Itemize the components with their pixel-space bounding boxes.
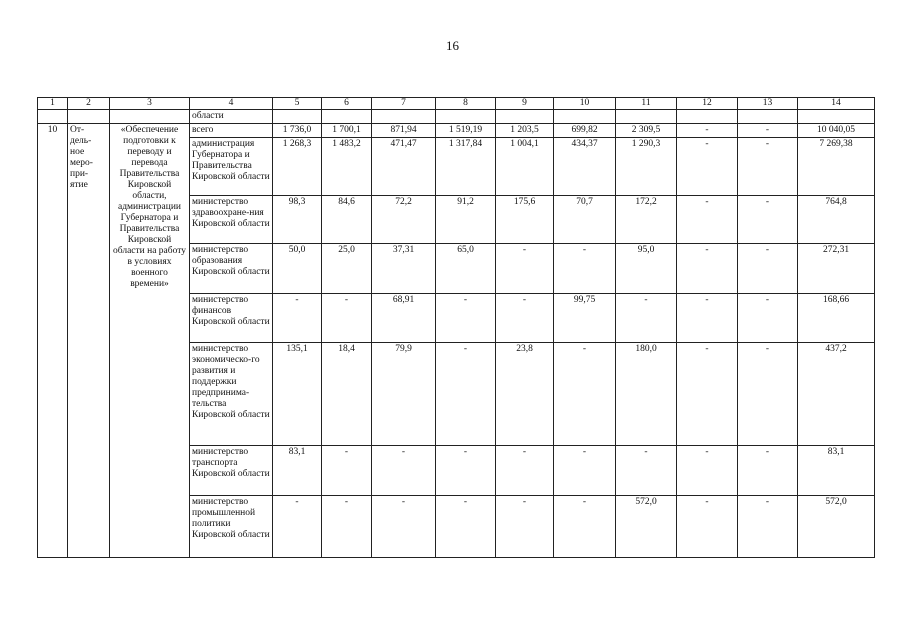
executor-name: министерство финансов Кировской области [190, 294, 273, 343]
value-cell: 434,37 [554, 138, 616, 196]
table-cell [436, 110, 496, 124]
value-cell: - [738, 294, 798, 343]
page-number: 16 [446, 38, 459, 53]
value-cell: 699,82 [554, 124, 616, 138]
executor-name: министерство образования Кировской области [190, 244, 273, 294]
column-number: 12 [677, 98, 738, 110]
value-cell: - [273, 294, 322, 343]
column-number: 2 [68, 98, 110, 110]
value-cell: - [677, 124, 738, 138]
value-cell: 72,2 [372, 196, 436, 244]
executor-name: министерство промышленной политики Кировской области [190, 496, 273, 558]
table-cell [110, 110, 190, 124]
value-cell: 99,75 [554, 294, 616, 343]
column-number: 10 [554, 98, 616, 110]
value-cell: - [738, 496, 798, 558]
executor-name: администрация Губернатора и Правительства Кировской области [190, 138, 273, 196]
value-cell: 18,4 [322, 343, 372, 446]
value-cell: - [436, 343, 496, 446]
value-cell: 65,0 [436, 244, 496, 294]
executor-name: всего [190, 124, 273, 138]
value-cell: 471,47 [372, 138, 436, 196]
value-cell: 68,91 [372, 294, 436, 343]
column-number: 6 [322, 98, 372, 110]
value-cell: 95,0 [616, 244, 677, 294]
header-row [38, 98, 875, 110]
row-type: От- дель- ное меро- при- ятие [68, 124, 110, 558]
value-cell: 1 317,84 [436, 138, 496, 196]
value-cell: - [372, 496, 436, 558]
value-cell: 84,6 [322, 196, 372, 244]
value-cell: 180,0 [616, 343, 677, 446]
value-cell: 272,31 [798, 244, 875, 294]
column-number: 9 [496, 98, 554, 110]
table-cell [677, 110, 738, 124]
value-cell: 7 269,38 [798, 138, 875, 196]
value-cell: 37,31 [372, 244, 436, 294]
value-cell: - [677, 244, 738, 294]
value-cell: - [554, 343, 616, 446]
value-cell: - [322, 496, 372, 558]
value-cell: 168,66 [798, 294, 875, 343]
column-number: 11 [616, 98, 677, 110]
value-cell: - [677, 138, 738, 196]
column-number: 5 [273, 98, 322, 110]
row-number: 10 [38, 124, 68, 558]
value-cell: 135,1 [273, 343, 322, 446]
value-cell: - [436, 294, 496, 343]
value-cell: 764,8 [798, 196, 875, 244]
column-number: 8 [436, 98, 496, 110]
value-cell: - [677, 496, 738, 558]
table-cell [68, 110, 110, 124]
value-cell: 91,2 [436, 196, 496, 244]
value-cell: - [554, 496, 616, 558]
value-cell: 1 203,5 [496, 124, 554, 138]
value-cell: - [738, 138, 798, 196]
column-number: 14 [798, 98, 875, 110]
value-cell: 1 004,1 [496, 138, 554, 196]
table-cell [798, 110, 875, 124]
value-cell: - [738, 124, 798, 138]
value-cell: - [372, 446, 436, 496]
value-cell: 1 483,2 [322, 138, 372, 196]
value-cell: 1 290,3 [616, 138, 677, 196]
measure-name: «Обеспечение подготовки к переводу и перевода Правительства Кировской области, администрации Губернатора и Правительства Кировской области на работу в условиях военного времени» [110, 124, 190, 558]
value-cell: - [273, 496, 322, 558]
value-cell: 871,94 [372, 124, 436, 138]
value-cell: - [616, 294, 677, 343]
value-cell: 23,8 [496, 343, 554, 446]
value-cell: 79,9 [372, 343, 436, 446]
value-cell: 10 040,05 [798, 124, 875, 138]
value-cell: 1 700,1 [322, 124, 372, 138]
value-cell: - [554, 446, 616, 496]
value-cell: - [496, 294, 554, 343]
continuation-text: области [190, 110, 273, 124]
value-cell: - [738, 244, 798, 294]
column-number: 1 [38, 98, 68, 110]
table-cell [273, 110, 322, 124]
value-cell: - [738, 196, 798, 244]
table-cell [616, 110, 677, 124]
table-cell [738, 110, 798, 124]
table-cell [372, 110, 436, 124]
value-cell: 98,3 [273, 196, 322, 244]
column-number: 13 [738, 98, 798, 110]
value-cell: - [738, 343, 798, 446]
value-cell: - [677, 294, 738, 343]
value-cell: 83,1 [798, 446, 875, 496]
value-cell: 70,7 [554, 196, 616, 244]
value-cell: 1 519,19 [436, 124, 496, 138]
value-cell: 83,1 [273, 446, 322, 496]
value-cell: - [738, 446, 798, 496]
value-cell: - [436, 496, 496, 558]
value-cell: - [436, 446, 496, 496]
column-number: 7 [372, 98, 436, 110]
table-cell [38, 110, 68, 124]
value-cell: 2 309,5 [616, 124, 677, 138]
value-cell: - [322, 446, 372, 496]
value-cell: 437,2 [798, 343, 875, 446]
table-cell [496, 110, 554, 124]
value-cell: - [322, 294, 372, 343]
table-cell [554, 110, 616, 124]
value-cell: 50,0 [273, 244, 322, 294]
continuation-row [38, 110, 875, 124]
value-cell: 1 736,0 [273, 124, 322, 138]
value-cell: - [496, 446, 554, 496]
value-cell: - [554, 244, 616, 294]
value-cell: - [677, 196, 738, 244]
column-number: 3 [110, 98, 190, 110]
value-cell: 1 268,3 [273, 138, 322, 196]
value-cell: 572,0 [616, 496, 677, 558]
value-cell: 175,6 [496, 196, 554, 244]
value-cell: 172,2 [616, 196, 677, 244]
executor-name: министерство здравоохране-ния Кировской области [190, 196, 273, 244]
value-cell: 25,0 [322, 244, 372, 294]
table-cell [322, 110, 372, 124]
value-cell: - [677, 446, 738, 496]
value-cell: - [496, 244, 554, 294]
budget-table [37, 97, 875, 558]
value-cell: - [677, 343, 738, 446]
executor-name: министерство транспорта Кировской области [190, 446, 273, 496]
value-cell: - [496, 496, 554, 558]
value-cell: 572,0 [798, 496, 875, 558]
table-row [38, 124, 875, 138]
value-cell: - [616, 446, 677, 496]
column-number: 4 [190, 98, 273, 110]
executor-name: министерство экономическо-го развития и поддержки предпринима-тельства Кировской области [190, 343, 273, 446]
